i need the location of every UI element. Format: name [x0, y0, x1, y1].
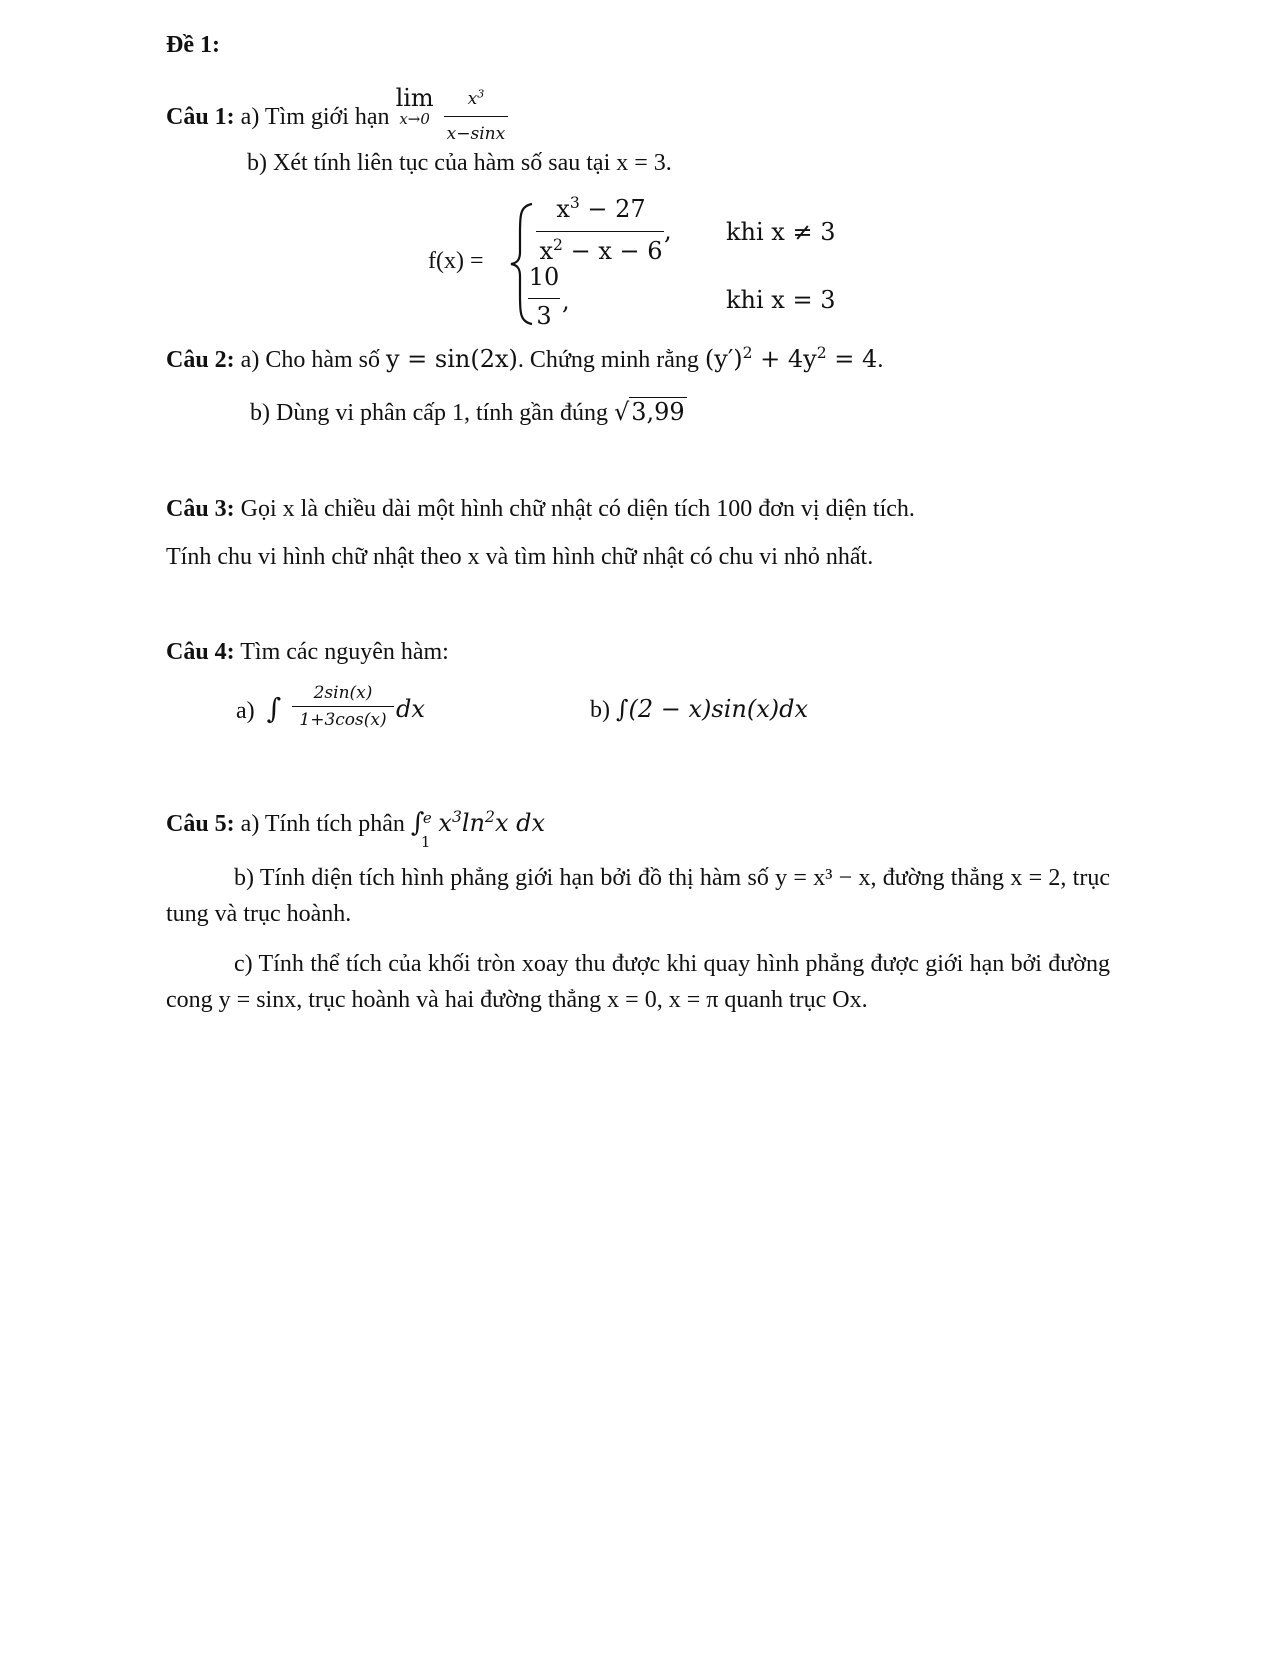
q1-case1-num-base: x [556, 195, 570, 223]
q5-a-integral [410, 808, 545, 851]
q1-case2-comma-text: , [562, 287, 570, 315]
q4-a-num [292, 682, 394, 704]
q1-case1-den-base: x [539, 237, 554, 265]
q2-proof-exp2: 2 [816, 344, 827, 362]
q2-b-text: b) Dùng vi phân cấp 1, tính gần đúng [250, 400, 614, 426]
q1-case2-num [528, 262, 560, 292]
q5-b-text: b) Tính diện tích hình phẳng giới hạn bởi đồ thị hàm số y = x³ − x, đường thẳng x = 2, trục tung và trục hoành. [166, 865, 1110, 927]
exam-title [166, 30, 220, 60]
q1-case1-den-exp: 2 [553, 236, 563, 254]
q2-b-line [250, 397, 687, 428]
q5-b-paragraph [166, 860, 1110, 932]
q2-label: Câu 2: [166, 347, 235, 373]
q1-fx-label [428, 246, 484, 276]
q4-a-label: a) [236, 698, 255, 724]
q1-case2-den-text: 3 [536, 302, 552, 330]
q1-case1-den-rest: − x − 6 [562, 237, 663, 265]
q2-a-line [166, 344, 883, 375]
q1-case1-num-exp: 3 [569, 194, 580, 212]
q5-a-exp1: 3 [451, 808, 462, 826]
q1-case2-cond [726, 285, 835, 315]
q2-proof-part3: = 4 [826, 345, 878, 373]
sqrt-icon: √ [613, 398, 630, 426]
q1-case1-comma-text: , [664, 217, 672, 245]
q5-c-paragraph [166, 946, 1110, 1018]
q2-b-sqrt [614, 397, 687, 427]
q1-case1-comma [664, 216, 672, 246]
q1-case2-comma [562, 286, 570, 316]
q5-a-expr1: x [438, 809, 452, 837]
q1-lim-under: x→0 [399, 110, 430, 128]
q1-case1-num-rest: − 27 [579, 195, 646, 223]
q4-intro-text: Tìm các nguyên hàm: [234, 639, 449, 665]
q2-proof-part1: (y′) [704, 345, 743, 373]
q1-case1-num [536, 194, 666, 224]
q2-proof-part2: + 4y [752, 345, 817, 373]
q1-fx-text: f(x) = [428, 248, 484, 274]
q1-a-text: a) Tìm giới hạn [240, 104, 390, 131]
q2-a-end: . [877, 347, 884, 373]
q1-b-line [247, 148, 672, 178]
q1-a-line [166, 86, 508, 151]
q1-case1-cond [726, 217, 835, 247]
q2-a-eq: y = sin(2x) [385, 345, 518, 373]
q5-label: Câu 5: [166, 811, 235, 837]
q1-case2-num-text: 10 [528, 263, 560, 291]
q4-a-line [236, 694, 281, 726]
q4-a-bar [292, 706, 394, 707]
q4-a-dx [396, 694, 425, 724]
q5-c-text: c) Tính thể tích của khối tròn xoay thu được khi quay hình phẳng được giới hạn bởi đường cong y = sinx, trục hoành và hai đường thẳng x = 0, x = π quanh trục Ox. [166, 951, 1110, 1013]
q2-a-text2: . Chứng minh rằng [517, 347, 705, 373]
q2-proof-exp1: 2 [742, 344, 753, 362]
q4-b-expr: ∫(2 − x)sin(x)dx [616, 695, 809, 723]
q5-a-expr3: x dx [494, 809, 545, 837]
q3-line1-text: Gọi x là chiều dài một hình chữ nhật có diện tích 100 đơn vị diện tích. [234, 496, 915, 522]
q5-a-lower-bound: 1 [420, 833, 431, 851]
q1-limit [396, 86, 434, 127]
q1-case2-bar [528, 298, 560, 299]
q1-case1-cond-text: khi x ≠ 3 [726, 218, 836, 246]
q2-b-radicand: 3,99 [631, 398, 685, 426]
q5-a-upper-bound: e [422, 809, 432, 827]
q5-a-exp2: 2 [485, 808, 495, 826]
exam-title-text: Đề 1: [166, 32, 220, 58]
q1-b-text: b) Xét tính liên tục của hàm số sau tại x = 3. [247, 150, 672, 176]
q3-line2 [166, 542, 873, 572]
q5-a-expr2: ln [461, 809, 486, 837]
q1-label: Câu 1: [166, 104, 235, 131]
q1-a-den: x−sinx [446, 124, 506, 144]
q3-line1 [166, 494, 915, 524]
q4-a-num-text: 2sin(x) [313, 683, 373, 703]
q5-a-text: a) Tính tích phân [234, 811, 411, 837]
q1-case2-cond-text: khi x = 3 [726, 286, 836, 314]
q1-lim-word: lim [395, 84, 434, 112]
q4-b-label: b) [590, 697, 616, 723]
q4-a-den [290, 709, 396, 731]
q4-a-den-text: 1+3cos(x) [299, 710, 387, 730]
q1-case1-bar [536, 231, 664, 232]
q1-a-num: x [467, 89, 478, 109]
q4-intro-line [166, 637, 449, 667]
definite-integral-icon: ∫ [410, 808, 425, 838]
q1-a-fraction [444, 84, 509, 149]
q2-a-text: a) Cho hàm số [240, 347, 386, 373]
q4-label: Câu 4: [166, 639, 235, 665]
q1-a-num-exp: 3 [477, 87, 485, 101]
q4-b-line [590, 694, 808, 725]
integral-icon: ∫ [266, 692, 282, 725]
q4-a-dx-text: dx [396, 695, 425, 723]
q2-a-proof [705, 345, 877, 373]
q3-label: Câu 3: [166, 496, 235, 522]
q5-a-line [166, 808, 545, 851]
q3-line2-text: Tính chu vi hình chữ nhật theo x và tìm hình chữ nhật có chu vi nhỏ nhất. [166, 544, 874, 570]
q1-case2-den [528, 301, 560, 331]
